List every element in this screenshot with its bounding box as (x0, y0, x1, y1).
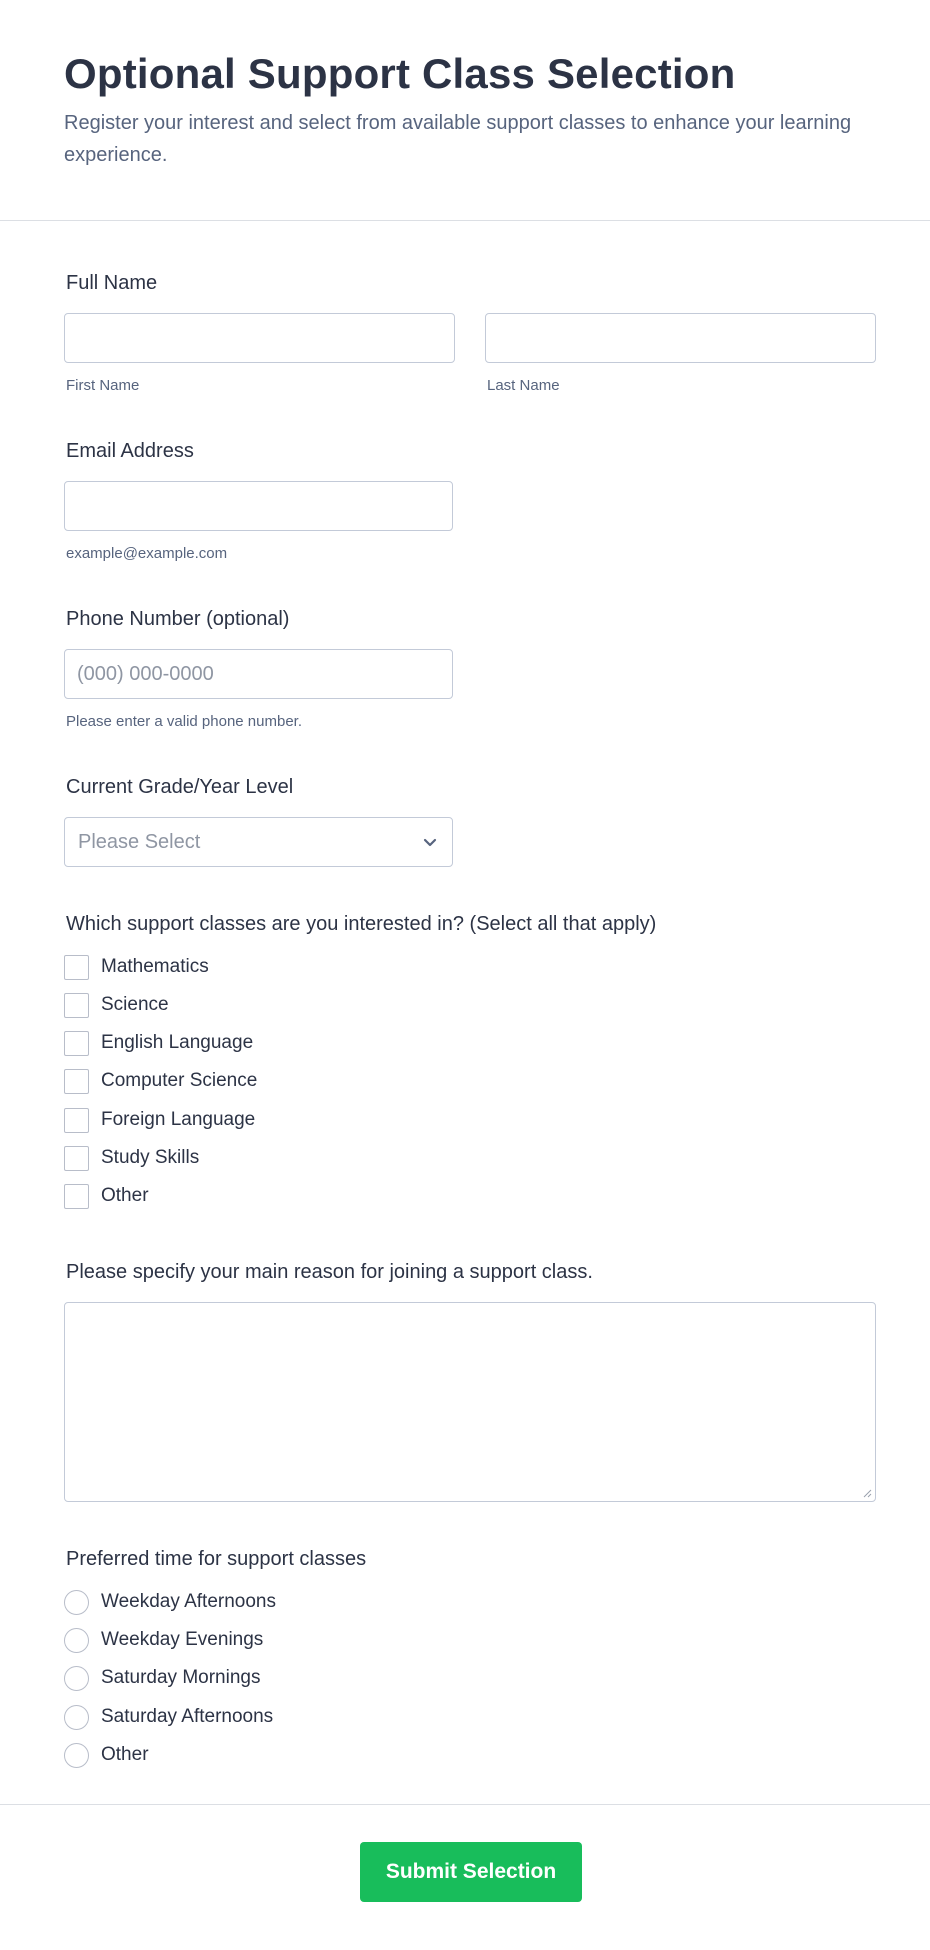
checkbox-box[interactable] (64, 993, 89, 1018)
checkbox-label: Mathematics (101, 956, 209, 977)
checkbox-box[interactable] (64, 1146, 89, 1171)
checkbox-box[interactable] (64, 1184, 89, 1209)
checkbox-label: Other (101, 1185, 149, 1206)
checkbox-box[interactable] (64, 1031, 89, 1056)
grade-label: Current Grade/Year Level (66, 776, 294, 798)
phone-sublabel: Please enter a valid phone number. (66, 713, 302, 730)
first-name-input[interactable] (64, 313, 455, 363)
page-subtitle: Register your interest and select from available support classes to enhance your learning experience. (64, 112, 852, 166)
checkbox-box[interactable] (64, 1069, 89, 1094)
checkbox-box[interactable] (64, 1108, 89, 1133)
first-name-sublabel: First Name (66, 377, 140, 394)
email-sublabel: example@example.com (66, 545, 228, 562)
radio-label: Other (101, 1744, 149, 1765)
radio-circle[interactable] (64, 1628, 89, 1653)
grade-select[interactable] (64, 817, 453, 867)
reason-label: Please specify your main reason for joining a support class. (66, 1261, 593, 1283)
checkbox-label: Computer Science (101, 1070, 258, 1091)
radio-label: Weekday Afternoons (101, 1591, 276, 1612)
page-title: Optional Support Class Selection (64, 50, 736, 97)
reason-textarea[interactable] (64, 1302, 876, 1502)
checkbox-label: Study Skills (101, 1147, 200, 1168)
checkbox-label: Science (101, 994, 169, 1015)
submit-button[interactable]: Submit Selection (360, 1842, 582, 1902)
checkbox-label: English Language (101, 1032, 254, 1053)
phone-label: Phone Number (optional) (66, 608, 290, 630)
checkbox-label: Foreign Language (101, 1109, 256, 1130)
checkbox-box[interactable] (64, 955, 89, 980)
form-header (0, 0, 930, 221)
phone-input[interactable] (64, 649, 453, 699)
radio-label: Weekday Evenings (101, 1629, 264, 1650)
radio-circle[interactable] (64, 1666, 89, 1691)
footer-divider (0, 1804, 930, 1805)
last-name-sublabel: Last Name (487, 377, 560, 394)
radio-circle[interactable] (64, 1590, 89, 1615)
chevron-down-icon (418, 830, 442, 854)
time-label: Preferred time for support classes (66, 1548, 367, 1570)
classes-label: Which support classes are you interested in? (Select all that apply) (66, 913, 657, 935)
radio-label: Saturday Mornings (101, 1667, 261, 1688)
full-name-label: Full Name (66, 272, 158, 294)
radio-circle[interactable] (64, 1743, 89, 1768)
radio-label: Saturday Afternoons (101, 1706, 274, 1727)
email-input[interactable] (64, 481, 453, 531)
resize-handle-icon[interactable] (862, 1488, 872, 1498)
radio-circle[interactable] (64, 1705, 89, 1730)
grade-selected-value: Please Select (78, 831, 201, 853)
last-name-input[interactable] (485, 313, 876, 363)
email-label: Email Address (66, 440, 194, 462)
